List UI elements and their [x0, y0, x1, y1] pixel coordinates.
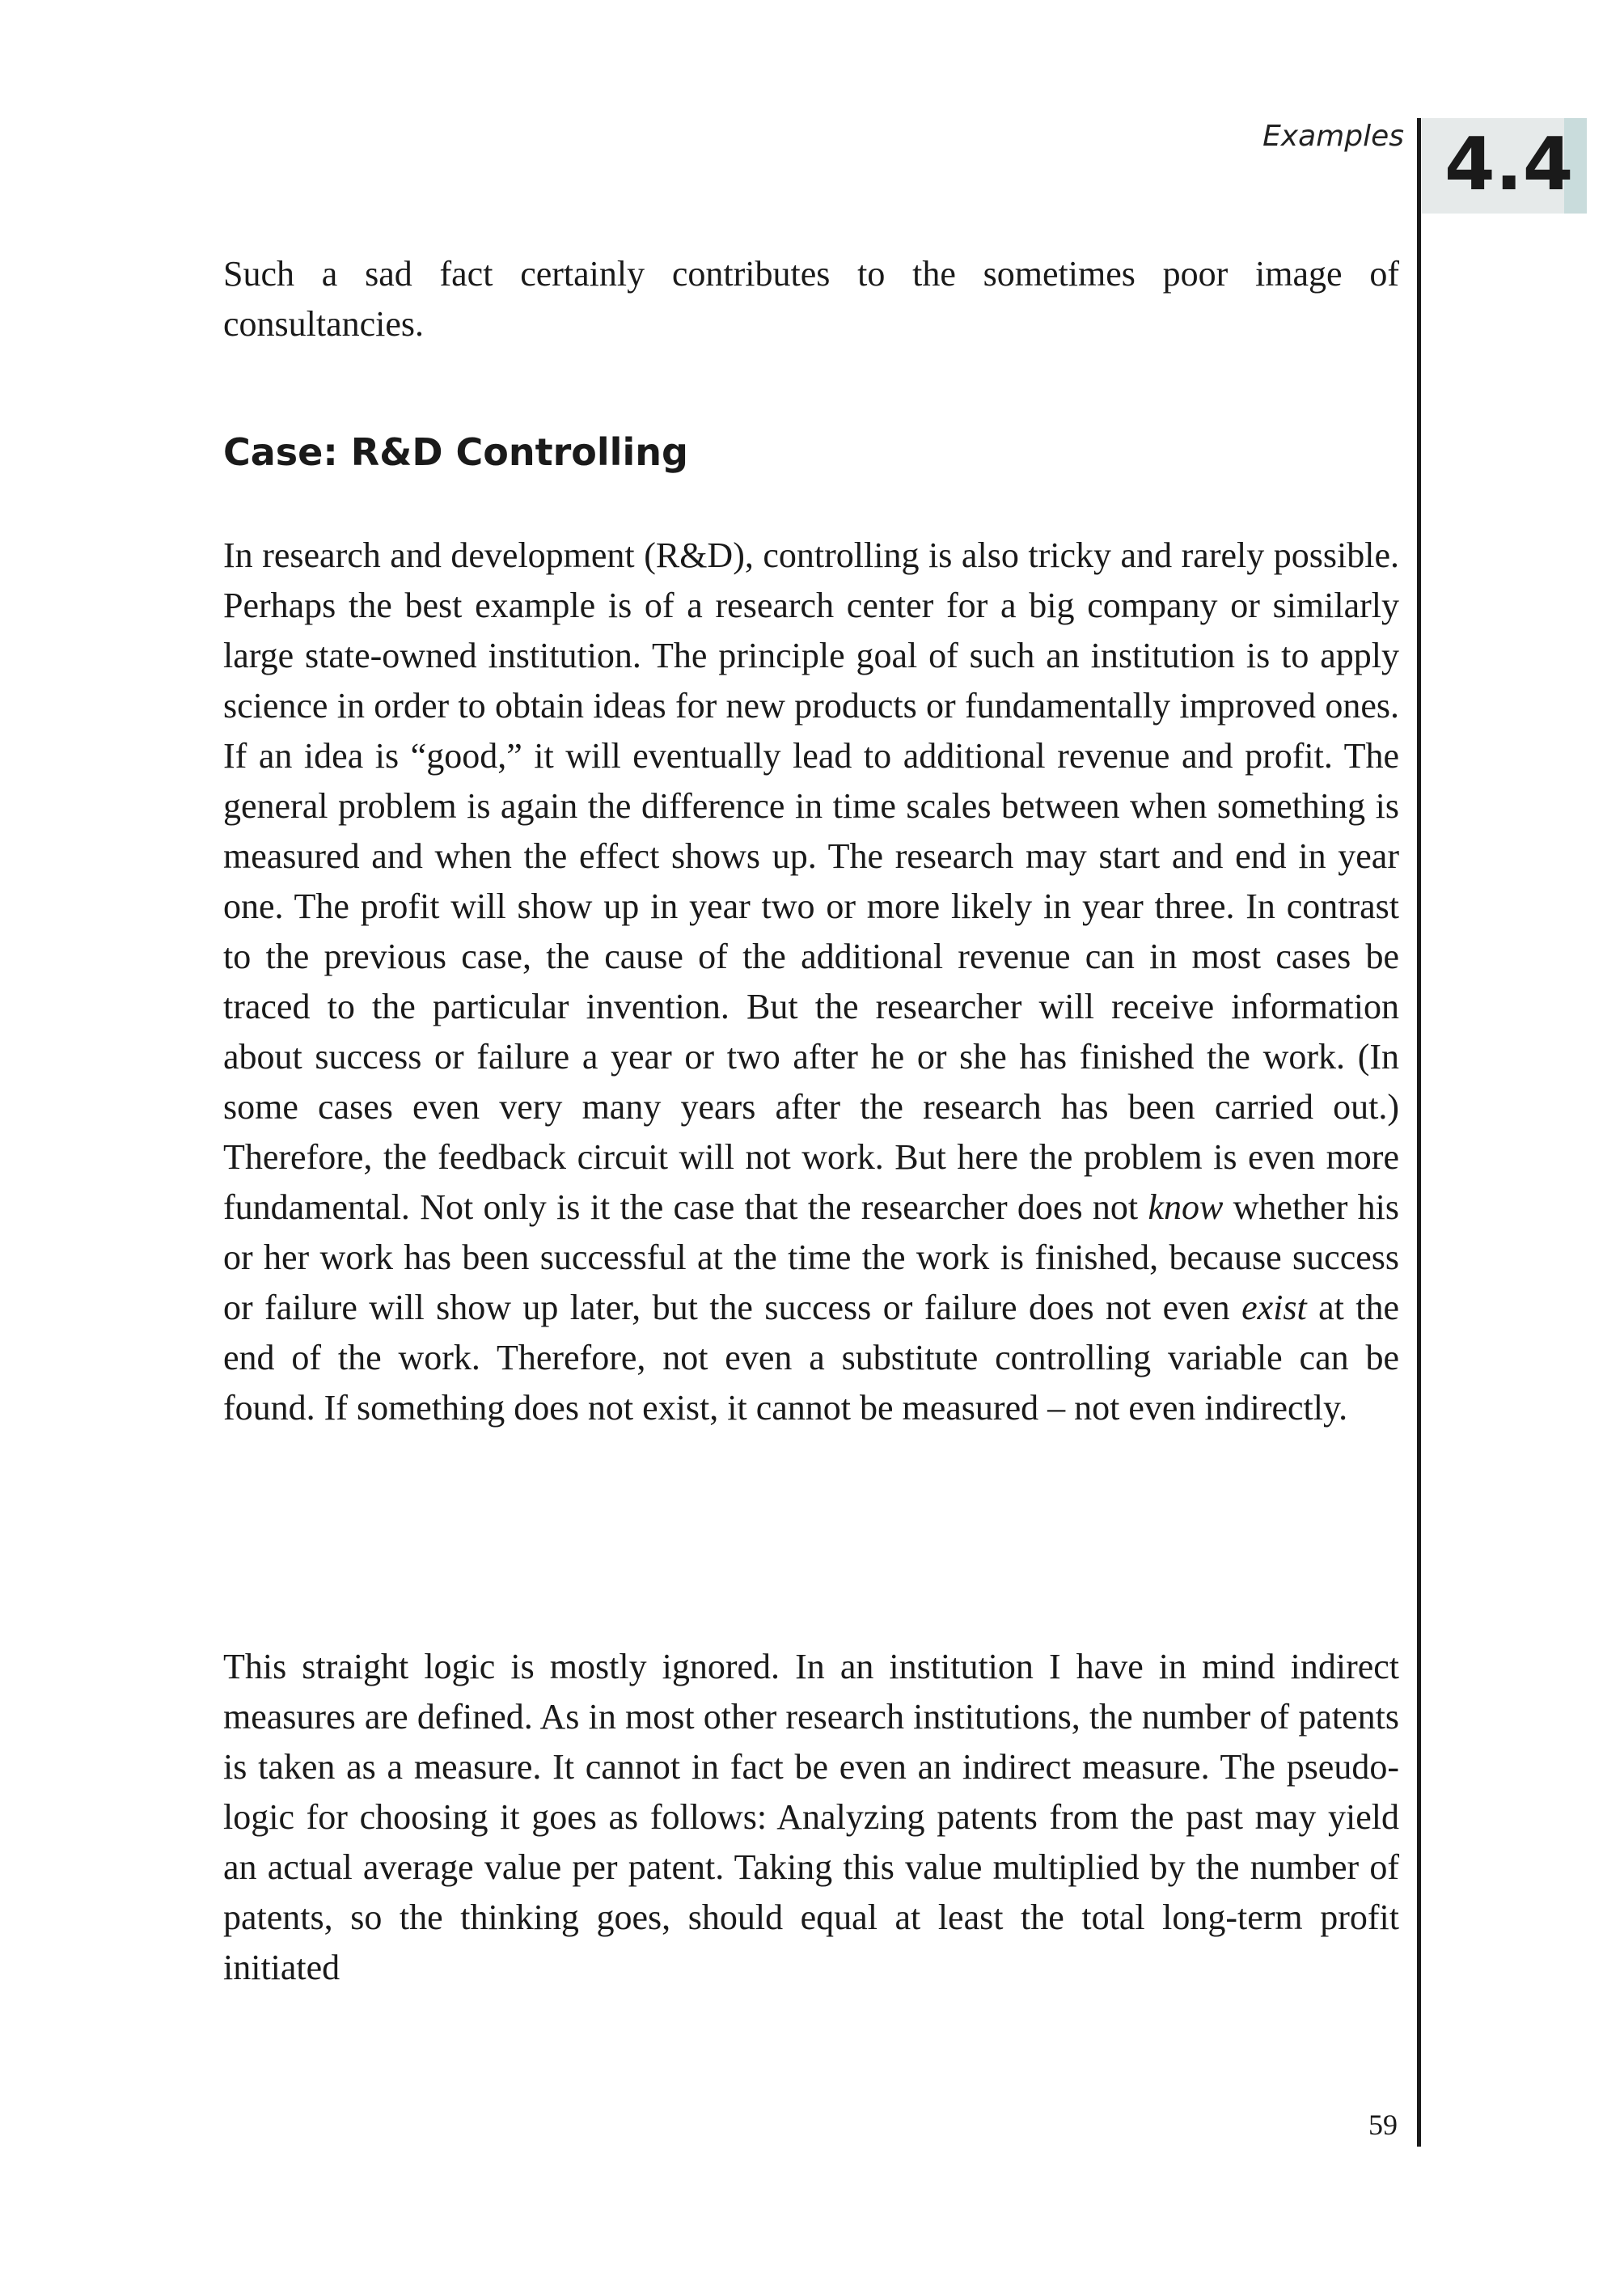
emphasis-know: know [1148, 1187, 1224, 1227]
margin-rule [1417, 118, 1421, 2147]
page-number: 59 [1368, 2109, 1398, 2141]
paragraph-2-part-3: at the end of the work. Therefore, not even a substitute controlling variable can be found. If something does not exist, it cannot be measured – not even indirectly. [223, 1288, 1400, 1428]
section-number: 4.4 [1444, 122, 1574, 207]
running-head: Examples [1262, 120, 1404, 153]
paragraph-3: This straight logic is mostly ignored. In an institution I have in mind indirect measures are defined. As in most other research institutions, the number of patents is taken as a measure. It cannot in fact be even an indirect measure. The pseudo-logic for choosing it goes as follows: Analyzing patents from the past may yield an actual average value per patent. Taking this value multiplied by the number of patents, so the thinking goes, should equal at least the total long-term profit initiated [223, 1647, 1399, 1987]
paragraph-2-part-1: In research and development (R&D), controlling is also tricky and rarely possible. Perhaps the best example is of a research center for a big company or similarly large state-owned institution. The principle goal of such an institution is to apply science in order to obtain ideas for new products or fundamentally improved ones. If an idea is “good,” it will eventually lead to additional revenue and profit. The general problem is again the difference in time scales between when something is measured and when the effect shows up. The research may start and end in year one. The profit will show up in year two or more likely in year three. In contrast to the previous case, the cause of the additional revenue can in most cases be traced to the particular invention. But the researcher will receive information about success or failure a year or two after he or she has finished the work. (In some cases even very many years after the research has been carried out.) Therefore, the feedback circuit will not work. But here the problem is even more fundamental. Not only is it the case that the researcher does not [223, 535, 1399, 1227]
paragraph-1: Such a sad fact certainly contributes to the sometimes poor image of consultancies. [223, 254, 1399, 344]
paragraph-2-part-2: whether his or her work has been successful at the time the work is finished, because success or failure will show up later, but the success or failure does not even [223, 1187, 1400, 1327]
case-heading: Case: R&D Controlling [223, 430, 688, 474]
paragraph-2 [223, 531, 1399, 1433]
emphasis-exist: exist [1241, 1288, 1307, 1327]
